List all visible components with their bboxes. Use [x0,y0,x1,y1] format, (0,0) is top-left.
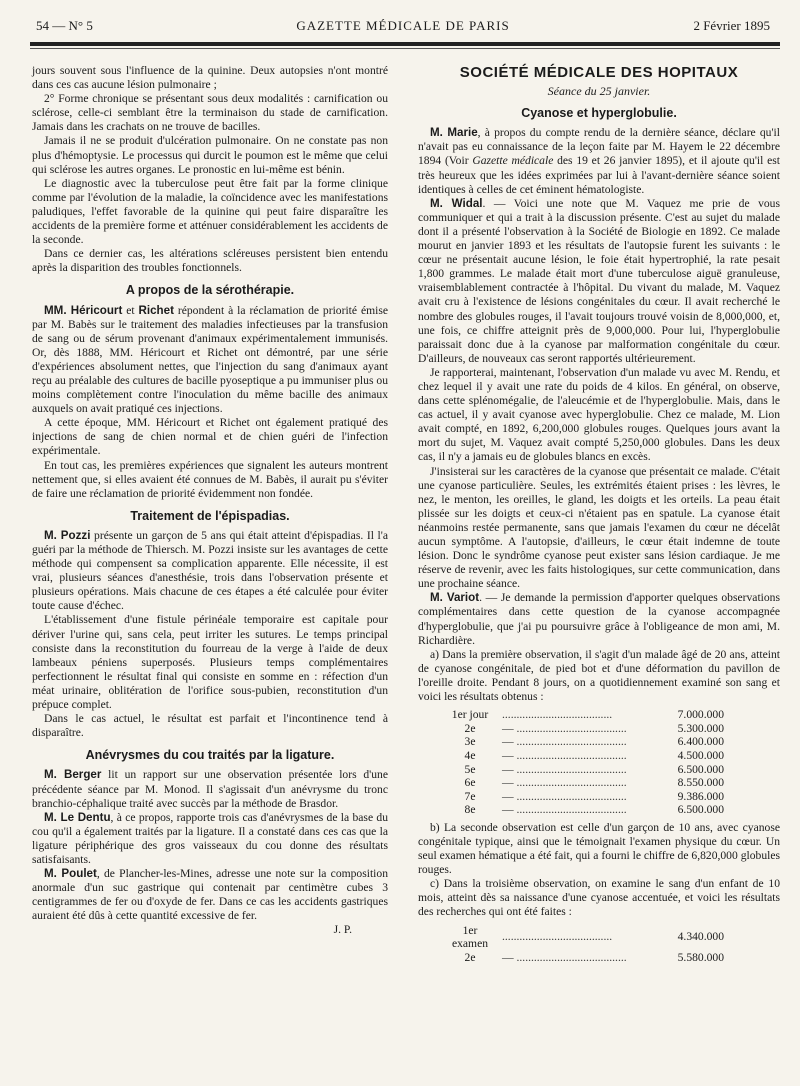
signature: J. P. [333,923,352,937]
row-value: 9.386.000 [677,789,724,803]
speaker-name: MM. Héricourt [44,303,123,317]
page-number: 54 — N° 5 [36,18,93,33]
row-label: 4e [464,748,476,762]
paragraph-text: , de Plancher-les-Mines, adresse une note sur la composition anormale d'un suc gastrique qui contenait par centimètre cubes 3 centigrammes de fer ou d'oxyde de fer. Dans ce cas les accidents gastriques auraient été dûs à cette quantité excessive de fer. [32,867,388,923]
row-label: 2e [464,950,476,964]
speaker-name: M. Marie [430,126,478,140]
row-label: 3e [464,735,476,749]
right-column [418,64,780,968]
table-row [442,924,728,951]
paragraph [32,529,388,614]
section-heading-serotherapie: A propos de la sérothérapie. [125,283,295,298]
speaker-name: M. Widal [430,196,483,210]
paragraph [418,591,780,647]
leader-dots: ...................................... [502,930,613,944]
leader-dots: — ...................................... [502,748,627,762]
paragraph: jours souvent sous l'influence de la quinine. Deux autopsies n'ont montré dans ces cas aucune lésion pulmonaire ; [32,64,388,92]
paragraph [32,867,388,923]
leader-dots: — ...................................... [502,762,627,776]
table-row [442,803,728,817]
journal-title: GAZETTE MÉDICALE DE PARIS [296,18,510,33]
leader-dots: — ...................................... [502,776,627,790]
table-row [442,763,728,777]
table-row [442,735,728,749]
paragraph-text: présente un garçon de 5 ans qui était atteint d'épispadias. Il l'a guéri par la méthode de Thiersch. M. Pozzi insiste sur les avantages de cette méthode qui compensent sa complication apparente. Elle nécessite, il est vrai, plusieurs séances d'anesthésie, trois dans l'observation présente et plusieurs opérations. Mais chacune de ces étapes a été calculée pour éviter toute cause d'échec. [32,528,388,613]
speaker-name: M. Le Dentu [44,810,111,824]
paragraph-text: lit un rapport sur une observation présentée lors d'une précédente séance par M. Monod. Il s'agissait d'un anévrysme du tronc branchio-céphalique traité avec succès par la méthode de Brasdor. [32,768,388,810]
table-row [442,722,728,736]
leader-dots: — ...................................... [502,789,627,803]
row-label: 5e [464,762,476,776]
row-value: 6.500.000 [677,803,724,817]
left-column [32,64,388,938]
session-date: Séance du 25 janvier. [547,84,651,99]
table-row [442,708,728,722]
speaker-name: Richet [138,303,174,317]
page-header [36,18,770,38]
paragraph: J'insisterai sur les caractères de la cyanose que présentait ce malade. C'était une cyanose particulière. Seules, les extrémités étaient prises : les lèvres, le nez, le menton, les oreilles, le gland, les doigts et les orteils. La peau était plissée sur les doigts et ceux-ci n'étaient pas en spatule. La cyanose était néanmoins restée permanente, sans que jamais l'examen du cœur ne décelât aucun symptôme. A l'autopsie, d'ailleurs, le cœur était indemne de toute lésion. Donc le syndrôme cyanose peut exister sans lésion cardiaque. Je me réserve de revenir, avec les faits histologiques, sur cette communication, dans une prochaine séance. [418,464,780,591]
speaker-name: M. Pozzi [44,528,91,542]
row-label: 7e [464,789,476,803]
issue-date: 2 Février 1895 [693,18,770,33]
leader-dots: — ...................................... [502,721,627,735]
header-rule [30,42,780,46]
row-value: 5.580.000 [677,950,724,964]
conjunction: et [122,303,139,317]
paragraph-text: . — Voici une note que M. Vaquez me prie de vous communiquer et qui a trait à la discussion présente. C'est au sujet du malade dont il a présenté l'observation à la Société de Biologie en 1892. Ce malade mourut en janvier 1893 et les résultats de l'autopsie furent les suivants : le cœur ne présentait aucune lésion, le foie était hypertrophié, la rate pesait 1,800 grammes. Le malade était mort d'une tuberculose aiguë granuleuse, vraisemblablement contractée à l'hôpital. Du vivant du malade, M. Vaquez avait cru à l'existence de lésions congénitales du cœur. Il avait recherché le nombre des globules rouges, il l'avait toujours trouvé voisin de 8,000,000, et, une fois, ce chiffre atteignit près de 9,000,000. Pour lui, l'hyperglobulie paraissait donc due à la cyanose par malformation congénitale du cœur. D'ailleurs, de nouveaux cas seront rapportés ultérieurement. [418,196,780,365]
speaker-name: M. Berger [44,768,102,782]
row-label: 8e [464,803,476,817]
row-label: 6e [464,776,476,790]
speaker-name: M. Variot [430,591,480,605]
row-value: 6.400.000 [677,735,724,749]
header-rule-thin [30,48,780,49]
row-value: 4.500.000 [677,748,724,762]
leader-dots: — ...................................... [502,950,627,964]
table-row [442,790,728,804]
society-title: SOCIÉTÉ MÉDICALE DES HOPITAUX [459,64,739,81]
paragraph [418,197,780,366]
results-table-1 [442,708,728,817]
journal-reference: Gazette médicale [472,154,554,168]
row-value: 5.300.000 [677,721,724,735]
paragraph-text: , à propos du compte rendu de la dernière séance, déclare qu'il n'avait pas eu connaissance de la leçon faite par M. Hayem le 22 décembre 1894 (Voir [418,126,781,168]
section-heading-cyanose: Cyanose et hyperglobulie. [521,106,677,121]
row-label: 1er jour [451,708,489,722]
paragraph-text: , à ce propos, rapporte trois cas d'anévrysmes de la base du cou qu'il a également traités par la ligature. Il a constaté dans ces cas que la ligature périphérique des gros vaisseaux du cou donne des résultats satisfaisants. [32,810,388,866]
row-value: 8.550.000 [677,776,724,790]
table-row [442,776,728,790]
paragraph: En tout cas, les premières expériences que signalent les auteurs montrent nettement que, si elles avaient été connues de M. Babès, il aurait pu s'éviter de faire une réclamation de priorité évidemment non fondée. [32,458,388,500]
section-heading-anevrysmes: Anévrysmes du cou traités par la ligature. [85,748,335,763]
speaker-name: M. Poulet [44,867,97,881]
paragraph [32,811,388,867]
paragraph: c) Dans la troisième observation, on examine le sang d'un enfant de 10 mois, atteint dès sa naissance d'une cyanose accentuée, et voici les résultats des recherches qui ont été faites : [418,877,780,919]
leader-dots: — ...................................... [502,803,627,817]
row-label: 2e [464,721,476,735]
paragraph: Dans ce dernier cas, les altérations scléreuses persistent bien entendu après la disparition des troubles fonctionnels. [32,247,388,275]
leader-dots: ...................................... [502,708,613,722]
paragraph: b) La seconde observation est celle d'un garçon de 10 ans, avec cyanose congénitale typique, ainsi que le témoignait l'examen physique du cœur. Un seul examen hématique a été fait, qui a fourni le chiffre de 6,820,000 globules rouges. [418,820,780,877]
row-value: 7.000.000 [677,708,724,722]
results-table-2 [442,924,728,965]
paragraph [32,768,388,810]
paragraph [32,304,388,417]
leader-dots: — ...................................... [502,735,627,749]
row-label: 1er examen [451,923,489,951]
paragraph-text: répondent à la réclamation de priorité émise par M. Babès sur le traitement des maladies infectieuses par la transfusion de sang ou de sérum provenant d'animaux expérimentalement immunisés. Or, dès 1888, MM. Héricourt et Richet ont démontré, par une série d'expériences absolument nettes, que l'injection du sang d'animaux ayant reçu au préalable des cultures de bacille pyoseptique a pu immuniser plus ou moins complètement contre l'inoculation du même bacille des animaux auxquels on avait pratiqué ces injections. [32,303,388,416]
paragraph-text: . — Je demande la permission d'apporter quelques observations complémentaires dans cette question de la cyanose accompagnée d'hyperglobulie, que j'ai pu poursuivre grâce à l'obligeance de mon ami, M. Richardière. [418,591,780,647]
paragraph: A cette époque, MM. Héricourt et Richet ont également pratiqué des injections de sang de chien normal et de chien guéri de l'infection expérimentale. [32,416,388,458]
row-value: 6.500.000 [677,762,724,776]
paragraph: Le diagnostic avec la tuberculose peut être fait par la forme clinique comme par l'évolution de la maladie, la coïncidence avec les manifestations paludiques, l'effet favorable de la quinine qui peut faire disparaître les accidents de la première forme et atténuer considérablement les accidents de la seconde. [32,176,388,247]
paragraph: a) Dans la première observation, il s'agit d'un malade âgé de 20 ans, atteint de cyanose congénitale, de pied bot et d'une déformation du pavillon de l'oreille droite. Pendant 8 jours, on a quotidiennement examiné son sang et voici les résultats obtenus : [418,647,780,704]
paragraph: Dans le cas actuel, le résultat est parfait et l'incontinence tend à disparaître. [32,712,388,740]
paragraph: 2° Forme chronique se présentant sous deux modalités : carnification ou sclérose, celle-ci semblant être la terminaison du stade de carnification. Jamais dans les crachats on ne trouve de bacilles. [32,92,388,134]
paragraph [418,126,780,196]
paragraph: Je rapporterai, maintenant, l'observation d'un malade vu avec M. Rendu, et chez lequel il y avait une rate du poids de 4 kilos. En général, on observe, dans cette splénomégalie, de l'aleucémie et de l'hyperglobulie. Mais, dans le cas actuel, il y avait cyanose avec hyperglobulie. Chez ce malade, M. Lion avait compté, en 1892, 6,200,000 globules rouges. Quelques jours avant la mort du sujet, M. Vaquez avait compté 5,250,000 globules. Dans les deux cas, il n'y a jamais eu de globules blancs en excès. [418,365,780,464]
row-value: 4.340.000 [677,930,724,944]
section-heading-epispadias: Traitement de l'épispadias. [130,508,290,523]
table-row [442,749,728,763]
table-row [442,951,728,965]
paragraph: Jamais il ne se produit d'ulcération pulmonaire. On ne constate pas non plus d'hémoptysie. Le processus qui durcit le poumon est le même que celui qui sclérose les autres organes. Le pronostic en lui-même est bénin. [32,134,388,176]
paragraph: L'établissement d'une fistule périnéale temporaire est capitale pour dériver l'urine qui, sans cela, peut irriter les sutures. Le temps principal consiste dans la reconstitution du fourreau de la verge à l'aide de deux lambeaux péniens superposés. Plusieurs temps complémentaires perfectionnent le résultat final qui consiste en somme en : réfection d'un méat urinaire, oblitération de l'orifice sous-pubien, reconstitution d'un prépuce complet. [32,613,388,712]
paragraph-text: des 19 et 26 janvier 1895), et il ajoute qu'il est très heureux que les idées exprimées par lui à l'avant-dernière séance soient identiques à celles de cet éminent hématologiste. [418,154,780,196]
